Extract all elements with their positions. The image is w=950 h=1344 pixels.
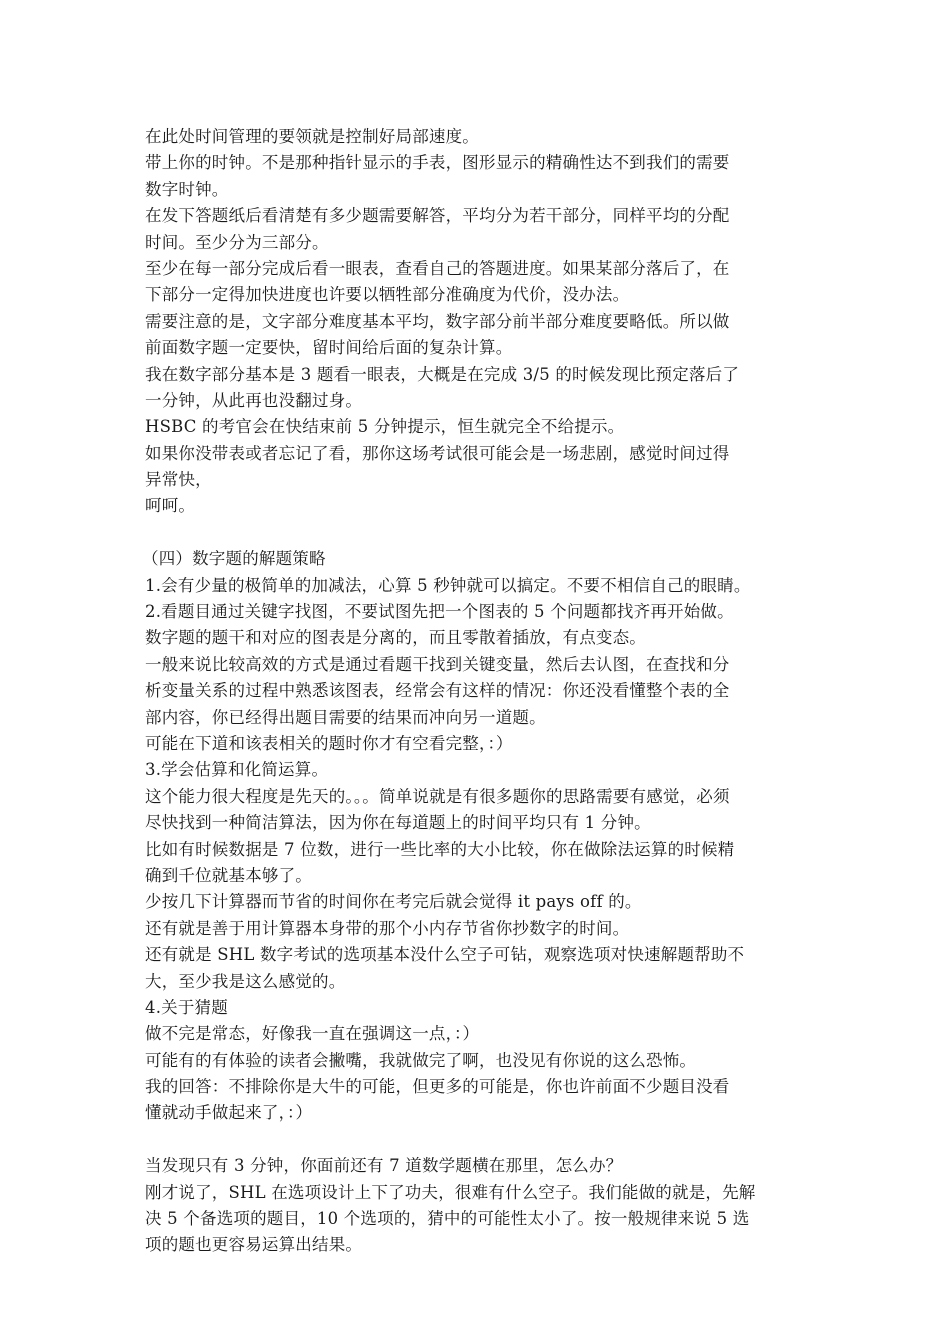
paragraph-line: 部内容，你已经得出题目需要的结果而冲向另一道题。 bbox=[145, 707, 546, 727]
paragraph-line: 一分钟，从此再也没翻过身。 bbox=[145, 390, 363, 410]
paragraph-line: 在此处时间管理的要领就是控制好局部速度。 bbox=[145, 127, 479, 146]
paragraph-line: 做不完是常态，好像我一直在强调这一点，：） bbox=[145, 1024, 480, 1044]
paragraph-line: 3.学会估算和化简运算。 bbox=[145, 760, 329, 780]
paragraph-line: 项的题也更容易运算出结果。 bbox=[145, 1235, 363, 1255]
paragraph-line: 可能有的有体验的读者会撇嘴，我就做完了啊，也没见有你说的这么恐怖。 bbox=[145, 1050, 697, 1070]
paragraph-line: 大，至少我是这么感觉的。 bbox=[145, 971, 346, 991]
paragraph-line: 尽快找到一种简洁算法，因为你在每道题上的时间平均只有 1 分钟。 bbox=[145, 813, 651, 833]
paragraph-line: 前面数字题一定要快，留时间给后面的复杂计算。 bbox=[145, 338, 513, 358]
paragraph-line: 少按几下计算器而节省的时间你在考完后就会觉得 it pays off 的。 bbox=[145, 892, 642, 912]
paragraph-line: 比如有时候数据是 7 位数，进行一些比率的大小比较，你在做除法运算的时候精 bbox=[145, 839, 735, 859]
paragraph-line: 我在数字部分基本是 3 题看一眼表，大概是在完成 3/5 的时候发现比预定落后了 bbox=[145, 364, 740, 384]
paragraph-line: 需要注意的是，文字部分难度基本平均，数字部分前半部分难度要略低。所以做 bbox=[145, 311, 730, 331]
paragraph-line: 可能在下道和该表相关的题时你才有空看完整，：） bbox=[145, 733, 513, 753]
section-numeric-strategy bbox=[142, 546, 825, 1127]
paragraph-line: 当发现只有 3 分钟，你面前还有 7 道数学题横在那里，怎么办？ bbox=[145, 1156, 623, 1176]
paragraph-line: 时间。至少分为三部分。 bbox=[145, 232, 329, 252]
paragraph-line: 数字时钟。 bbox=[145, 179, 229, 199]
paragraph-line: 至少在每一部分完成后看一眼表，查看自己的答题进度。如果某部分落后了，在 bbox=[145, 258, 730, 278]
document-page bbox=[142, 124, 825, 1259]
paragraph-line: 带上你的时钟。不是那种指针显示的手表，图形显示的精确性达不到我们的需要 bbox=[145, 153, 730, 173]
paragraph-line: 呵呵。 bbox=[145, 496, 196, 516]
paragraph-line: 这个能力很大程度是先天的。。。简单说就是有很多题你的思路需要有感觉，必须 bbox=[145, 786, 730, 806]
paragraph-line: 还有就是 SHL 数字考试的选项基本没什么空子可钻，观察选项对快速解题帮助不 bbox=[145, 945, 745, 965]
paragraph-line: 数字题的题干和对应的图表是分离的，而且零散着插放，有点变态。 bbox=[145, 628, 646, 648]
paragraph-line: 一般来说比较高效的方式是通过看题干找到关键变量，然后去认图，在查找和分 bbox=[145, 654, 730, 674]
paragraph-line: 异常快， bbox=[145, 470, 212, 490]
section-time-management bbox=[145, 124, 825, 520]
paragraph-line: 确到千位就基本够了。 bbox=[145, 865, 312, 885]
paragraph-line: 还有就是善于用计算器本身带的那个小内存节省你抄数字的时间。 bbox=[145, 918, 630, 938]
section-heading: （四）数字题的解题策略 bbox=[142, 549, 326, 569]
paragraph-line: 刚才说了，SHL 在选项设计上下了功夫，很难有什么空子。我们能做的就是，先解 bbox=[145, 1182, 756, 1202]
paragraph-line: 2.看题目通过关键字找图，不要试图先把一个图表的 5 个问题都找齐再开始做。 bbox=[145, 602, 734, 622]
paragraph-line: HSBC 的考官会在快结束前 5 分钟提示，恒生就完全不给提示。 bbox=[145, 417, 625, 437]
paragraph-line: 如果你没带表或者忘记了看，那你这场考试很可能会是一场悲剧，感觉时间过得 bbox=[145, 443, 730, 463]
paragraph-line: 4.关于猜题 bbox=[145, 997, 228, 1017]
blank-line bbox=[145, 1127, 825, 1153]
paragraph-line: 1.会有少量的极简单的加减法，心算 5 秒钟就可以搞定。不要不相信自己的眼睛。 bbox=[145, 575, 751, 595]
blank-line bbox=[145, 520, 825, 546]
paragraph-line: 下部分一定得加快进度也许要以牺牲部分准确度为代价，没办法。 bbox=[145, 285, 630, 305]
section-last-minutes bbox=[145, 1153, 825, 1259]
paragraph-line: 懂就动手做起来了，：） bbox=[145, 1103, 313, 1123]
paragraph-line: 我的回答：不排除你是大牛的可能，但更多的可能是，你也许前面不少题目没看 bbox=[145, 1077, 730, 1097]
paragraph-line: 在发下答题纸后看清楚有多少题需要解答，平均分为若干部分，同样平均的分配 bbox=[145, 206, 730, 226]
paragraph-line: 决 5 个备选项的题目，10 个选项的，猜中的可能性太小了。按一般规律来说 5 选 bbox=[145, 1209, 750, 1229]
paragraph-line: 析变量关系的过程中熟悉该图表，经常会有这样的情况：你还没看懂整个表的全 bbox=[145, 681, 730, 701]
